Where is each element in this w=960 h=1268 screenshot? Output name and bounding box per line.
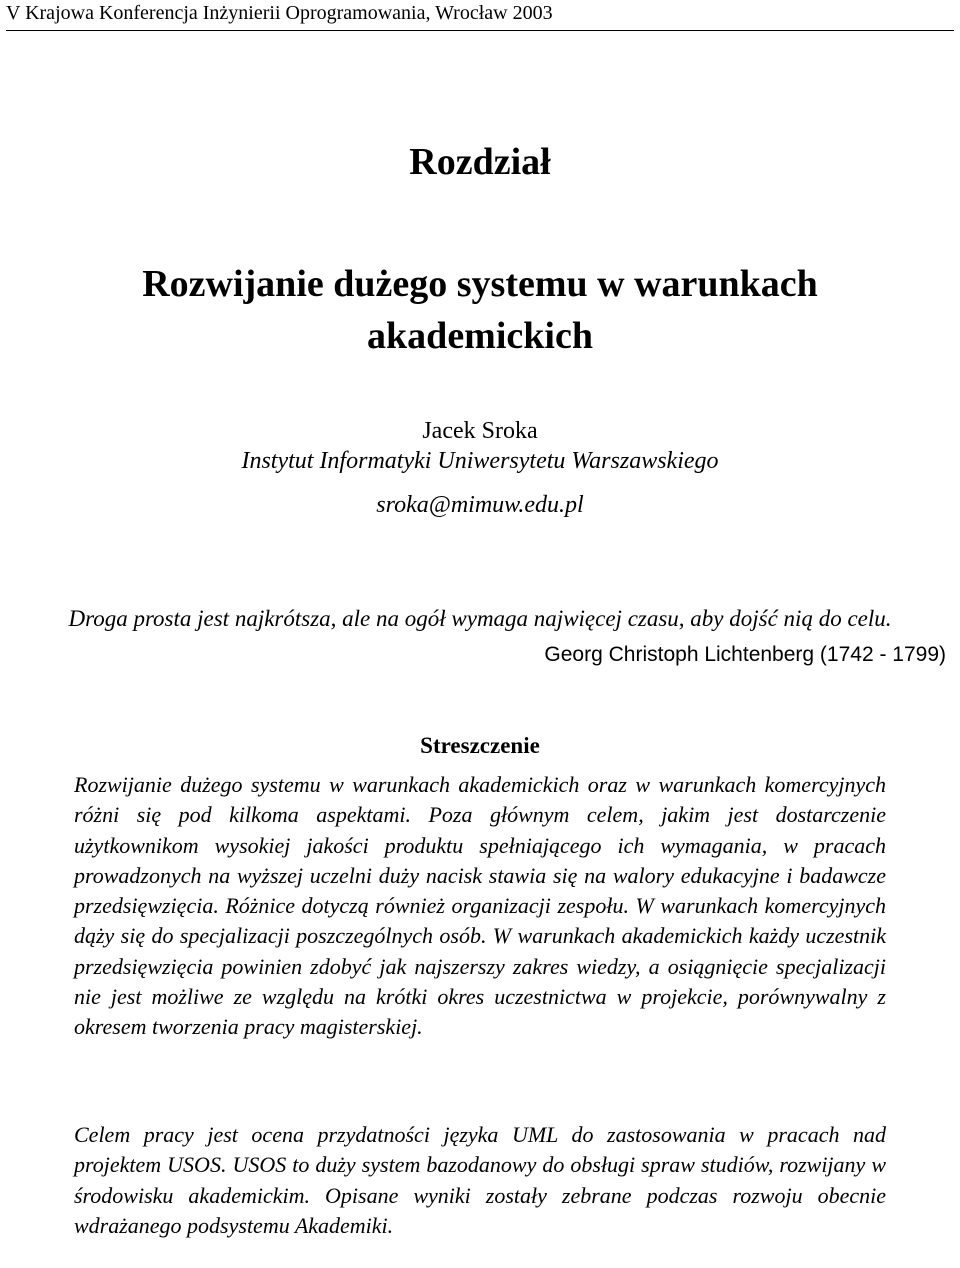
- abstract-paragraph-2: Celem pracy jest ocena przydatności języka UML do zastosowania w pracach nad projektem USOS. USOS to duży system bazodanowy do obsługi spraw studiów, rozwijany w środowisku akademickim. Opisane wyniki zostały zebrane podczas rozwoju obecnie wdrażanego podsystemu Akademiki.: [74, 1122, 886, 1238]
- author-name: Jacek Sroka: [422, 418, 538, 444]
- epigraph-quote: Droga prosta jest najkrótsza, ale na ogół wymaga najwięcej czasu, aby dojść nią do celu.: [68, 606, 892, 631]
- epigraph-attribution: Georg Christoph Lichtenberg (1742 - 1799): [544, 643, 946, 666]
- abstract-paragraph-1: Rozwijanie dużego systemu w warunkach akademickich oraz w warunkach komercyjnych różni się pod kilkoma aspektami. Poza głównym celem, jakim jest dostarczenie użytkownikom wysokiej jakości produktu spełniającego ich wymagania, w pracach prowadzonych na wyższej uczelni duży nacisk stawia się na walory edukacyjne i badawcze przedsięwzięcia. Różnice dotyczą również organizacji zespołu. W warunkach komercyjnych dąży się do specjalizacji poszczególnych osób. W warunkach akademickich każdy uczestnik przedsięwzięcia powinien zdobyć jak najszerszy zakres wiedzy, a osiągnięcie specjalizacji nie jest możliwe ze względu na krótki okres uczestnictwa w projekcie, porównywalny z okresem tworzenia pracy magisterskiej.: [74, 772, 886, 1040]
- chapter-label: Rozdział: [409, 141, 551, 183]
- author-affiliation: Instytut Informatyki Uniwersytetu Warszawskiego: [241, 448, 719, 474]
- running-header: V Krajowa Konferencja Inżynierii Oprogramowania, Wrocław 2003: [6, 0, 954, 31]
- abstract-heading: Streszczenie: [420, 733, 540, 758]
- author-email: sroka@mimuw.edu.pl: [376, 492, 584, 518]
- paper-title: Rozwijanie dużego systemu w warunkach akademickich: [142, 263, 818, 357]
